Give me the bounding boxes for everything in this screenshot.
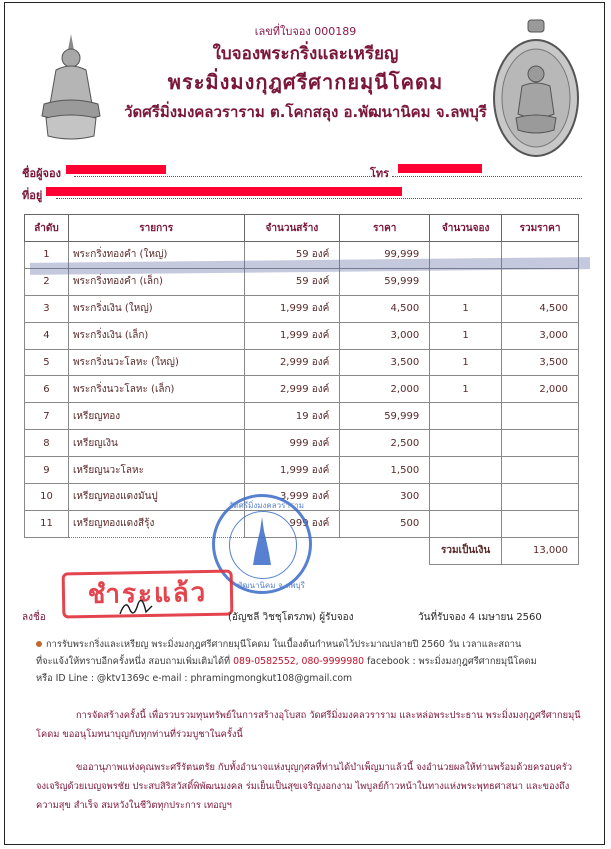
redacted-address [46, 187, 402, 196]
col-header-qty-made: จำนวนสร้าง [244, 215, 340, 242]
table-header-row [25, 215, 579, 242]
row-booked: 1 [430, 376, 502, 403]
row-total: 4,500 [502, 295, 579, 322]
row-total [502, 430, 579, 457]
address-field-row [22, 186, 42, 204]
row-qty-made: 59 องค์ [244, 268, 340, 295]
redacted-phone [398, 164, 482, 173]
redacted-name [66, 165, 166, 174]
note-line-3: หรือ ID Line : @ktv1369c e-mail : phramingmongkut108@gmail.com [36, 673, 353, 684]
col-header-no: ลำดับ [25, 215, 69, 242]
temple-address: วัดศรีมิ่งมงคลวราราม ต.โคกสลุง อ.พัฒนานิคม จ.ลพบุรี [124, 103, 487, 121]
name-field-row [22, 164, 61, 182]
row-no: 4 [25, 322, 69, 349]
table-row [25, 295, 579, 322]
booking-number: เลขที่ใบจอง 000189 [254, 25, 357, 38]
total-label: รวมเป็นเงิน [430, 537, 502, 564]
row-booked [430, 457, 502, 484]
name-label: ชื่อผู้จอง [22, 167, 61, 180]
row-qty-made: 2,999 องค์ [244, 376, 340, 403]
row-price: 2,000 [340, 376, 430, 403]
row-price: 4,500 [340, 295, 430, 322]
row-no: 10 [25, 484, 69, 511]
pagoda-icon [253, 517, 271, 565]
row-booked [430, 484, 502, 511]
note-line-2: ที่จะแจ้งให้ทราบอีกครั้งหนึ่ง สอบถามเพิ่มเติมได้ที่ 089-0582552, 080-9999980 facebook : พระมิ่งมงกุฎศรีศากยมุนีโคดม [36, 656, 537, 667]
row-price: 300 [340, 484, 430, 511]
notes-block [36, 636, 591, 687]
row-item: เหรียญทองแดงสีรุ้ง [68, 510, 244, 537]
row-qty-made: 3,999 องค์ [244, 484, 340, 511]
table-row [25, 457, 579, 484]
row-booked: 1 [430, 322, 502, 349]
row-total [502, 403, 579, 430]
row-booked [430, 403, 502, 430]
row-item: พระกริ่งเงิน (เล็ก) [68, 322, 244, 349]
row-no: 5 [25, 349, 69, 376]
row-item: พระกริ่งนวะโลหะ (ใหญ่) [68, 349, 244, 376]
row-price: 3,000 [340, 322, 430, 349]
phone-field-row [370, 164, 389, 182]
row-price: 1,500 [340, 457, 430, 484]
phone-label: โทร [370, 167, 390, 180]
row-qty-made: 1,999 องค์ [244, 457, 340, 484]
row-booked [430, 268, 502, 295]
row-booked [430, 510, 502, 537]
row-qty-made: 1,999 องค์ [244, 322, 340, 349]
table-row [25, 376, 579, 403]
row-no: 1 [25, 242, 69, 269]
total-value: 13,000 [502, 537, 579, 564]
address-label: ที่อยู่ [22, 189, 43, 202]
row-item: พระกริ่งทองคำ (ใหญ่) [68, 242, 244, 269]
receiver-name: (อัญชลี วิชชุโตรภพ) ผู้รับจอง [228, 612, 354, 623]
paid-stamp: ชำระแล้ว [62, 570, 234, 619]
row-item: พระกริ่งเงิน (ใหญ่) [68, 295, 244, 322]
row-price: 500 [340, 510, 430, 537]
row-no: 3 [25, 295, 69, 322]
table-row [25, 349, 579, 376]
row-price: 3,500 [340, 349, 430, 376]
blessing-paragraph: ขออานุภาพแห่งคุณพระศรีรัตนตรัย กับทั้งอำนาจแห่งบุญกุศลที่ท่านได้บำเพ็ญมาแล้วนี้ จงอำนวยผลให้ท่านพร้อมด้วยครอบครัวจงเจริญด้วยเบญจพรชัย ประสบสิริสวัสดิ์พิพัฒนมงคล ร่มเย็นเป็นสุขเจริญงอกงาม ไพบูลย์ก้าวหน้าในทางแห่งพระพุทธศาสนา และของถึงความสุข สำเร็จ สมหวังในชีวิตทุกประการ เทอญฯ [36, 762, 573, 811]
col-header-item: รายการ [68, 215, 244, 242]
row-price: 2,500 [340, 430, 430, 457]
row-price: 59,999 [340, 403, 430, 430]
row-item: เหรียญนวะโลหะ [68, 457, 244, 484]
table-row [25, 430, 579, 457]
table-row [25, 322, 579, 349]
seal-bottom-text: พัฒนานิคม จ.ลพบุรี [237, 581, 305, 590]
row-item: เหรียญทองแดงมันปู [68, 484, 244, 511]
row-total [502, 484, 579, 511]
row-total: 2,000 [502, 376, 579, 403]
row-booked: 1 [430, 295, 502, 322]
row-item: เหรียญเงิน [68, 430, 244, 457]
row-qty-made: 2,999 องค์ [244, 349, 340, 376]
row-total: 3,000 [502, 322, 579, 349]
seal-top-text: วัดศรีมิ่งมงคลวราราม [229, 501, 305, 510]
row-booked: 1 [430, 349, 502, 376]
row-total [502, 457, 579, 484]
row-total [502, 510, 579, 537]
row-item: พระกริ่งทองคำ (เล็ก) [68, 268, 244, 295]
row-no: 2 [25, 268, 69, 295]
row-booked [430, 430, 502, 457]
receive-date: วันที่รับจอง 4 เมษายน 2560 [418, 612, 542, 623]
handwritten-signature [116, 596, 156, 620]
row-total [502, 268, 579, 295]
row-qty-made: 999 องค์ [244, 430, 340, 457]
row-qty-made: 19 องค์ [244, 403, 340, 430]
row-no: 6 [25, 376, 69, 403]
col-header-booked: จำนวนจอง [430, 215, 502, 242]
row-item: พระกริ่งนวะโลหะ (เล็ก) [68, 376, 244, 403]
row-no: 11 [25, 510, 69, 537]
row-total: 3,500 [502, 349, 579, 376]
note-line-1: การรับพระกริ่งและเหรียญ พระมิ่งมงกุฎศรีศากยมุนีโคดม ในเบื้องต้นกำหนดไว้ประมาณปลายปี 2560 วัน เวลาและสถาน [36, 636, 591, 653]
row-no: 8 [25, 430, 69, 457]
row-no: 7 [25, 403, 69, 430]
table-row [25, 403, 579, 430]
bullet-icon [36, 641, 42, 647]
row-price: 99,999 [340, 242, 430, 269]
row-item: เหรียญทอง [68, 403, 244, 430]
amulet-name: พระมิ่งมงกุฎศรีศากยมุนีโคดม [167, 70, 444, 94]
row-no: 9 [25, 457, 69, 484]
form-title: ใบจองพระกริ่งและเหรียญ [212, 44, 399, 64]
col-header-total: รวมราคา [502, 215, 579, 242]
col-header-price: ราคา [340, 215, 430, 242]
sign-label: ลงชื่อ [22, 612, 46, 623]
row-qty-made: 999 องค์ [244, 510, 340, 537]
header [0, 0, 611, 160]
row-price: 59,999 [340, 268, 430, 295]
phone-numbers: 089-0582552, 080-9999980 [233, 656, 365, 667]
purpose-paragraph: การจัดสร้างครั้งนี้ เพื่อรวบรวมทุนทรัพย์ในการสร้างอุโบสถ วัดศรีมิ่งมงคลวราราม และหล่อพระประธาน พระมิ่งมงกุฎศรีศากยมุนีโคดม ขออนุโมทนาบุญกับทุกท่านที่ร่วมบูชาในครั้งนี้ [36, 710, 581, 740]
row-qty-made: 59 องค์ [244, 242, 340, 269]
row-qty-made: 1,999 องค์ [244, 295, 340, 322]
